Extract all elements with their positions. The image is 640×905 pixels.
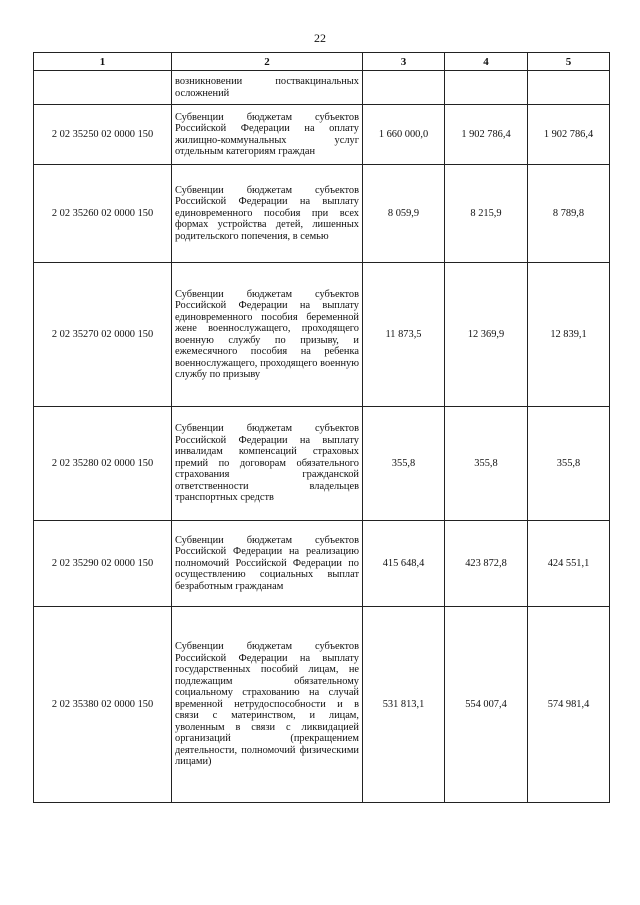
- row-description: Субвенции бюджетам субъектов Российской Федерации на выплату инвалидам компенсаций страховых премий по договорам обязательного страхования гражданской ответственности владельцев транспортных средств: [172, 407, 363, 521]
- row-description: Субвенции бюджетам субъектов Российской Федерации на оплату жилищно-коммунальных услуг отдельным категориям граждан: [172, 105, 363, 165]
- budget-table: [33, 52, 610, 803]
- value-col-4: 1 902 786,4: [445, 105, 528, 165]
- continuation-cell-3: [363, 71, 445, 105]
- budget-code: 2 02 35280 02 0000 150: [34, 407, 172, 521]
- table-row: [34, 105, 610, 165]
- value-col-3: 531 813,1: [363, 607, 445, 803]
- row-description: Субвенции бюджетам субъектов Российской Федерации на реализацию полномочий Российской Федерации по осуществлению социальных выплат безработным гражданам: [172, 521, 363, 607]
- value-col-5: 424 551,1: [528, 521, 610, 607]
- continuation-cell-4: [445, 71, 528, 105]
- budget-code: 2 02 35290 02 0000 150: [34, 521, 172, 607]
- continuation-code-cell: [34, 71, 172, 105]
- page-number: 22: [314, 31, 326, 45]
- table-row: [34, 607, 610, 803]
- continuation-description: возникновении поствакцинальных осложнений: [172, 71, 363, 105]
- value-col-4: 355,8: [445, 407, 528, 521]
- column-header-3: 3: [363, 53, 445, 71]
- value-col-3: 8 059,9: [363, 165, 445, 263]
- value-col-3: 1 660 000,0: [363, 105, 445, 165]
- value-col-5: 1 902 786,4: [528, 105, 610, 165]
- row-description: Субвенции бюджетам субъектов Российской Федерации на выплату единовременного пособия беременной жене военнослужащего, проходящего военную службу по призыву, и ежемесячного пособия на ребенка военнослужащего, проходящего военную службу по призыву: [172, 263, 363, 407]
- value-col-4: 423 872,8: [445, 521, 528, 607]
- budget-code: 2 02 35250 02 0000 150: [34, 105, 172, 165]
- value-col-5: 8 789,8: [528, 165, 610, 263]
- table-row: [34, 263, 610, 407]
- column-header-5: 5: [528, 53, 610, 71]
- value-col-5: 355,8: [528, 407, 610, 521]
- column-header-4: 4: [445, 53, 528, 71]
- row-description: Субвенции бюджетам субъектов Российской Федерации на выплату государственных пособий лицам, не подлежащим обязательному социальному страхованию на случай временной нетрудоспособности и в связи с материнством, и лицам, уволенным в связи с ликвидацией организаций (прекращением деятельности, полномочий физическими лицами): [172, 607, 363, 803]
- value-col-5: 574 981,4: [528, 607, 610, 803]
- continuation-row: [34, 71, 610, 105]
- table-row: [34, 407, 610, 521]
- budget-code: 2 02 35260 02 0000 150: [34, 165, 172, 263]
- table-row: [34, 521, 610, 607]
- column-header-1: 1: [34, 53, 172, 71]
- value-col-3: 415 648,4: [363, 521, 445, 607]
- row-description: Субвенции бюджетам субъектов Российской Федерации на выплату единовременного пособия при всех формах устройства детей, лишенных родительского попечения, в семью: [172, 165, 363, 263]
- table-header-row: [34, 53, 610, 71]
- value-col-4: 8 215,9: [445, 165, 528, 263]
- value-col-3: 355,8: [363, 407, 445, 521]
- value-col-4: 12 369,9: [445, 263, 528, 407]
- budget-code: 2 02 35380 02 0000 150: [34, 607, 172, 803]
- table-row: [34, 165, 610, 263]
- continuation-cell-5: [528, 71, 610, 105]
- budget-code: 2 02 35270 02 0000 150: [34, 263, 172, 407]
- value-col-3: 11 873,5: [363, 263, 445, 407]
- value-col-5: 12 839,1: [528, 263, 610, 407]
- column-header-2: 2: [172, 53, 363, 71]
- value-col-4: 554 007,4: [445, 607, 528, 803]
